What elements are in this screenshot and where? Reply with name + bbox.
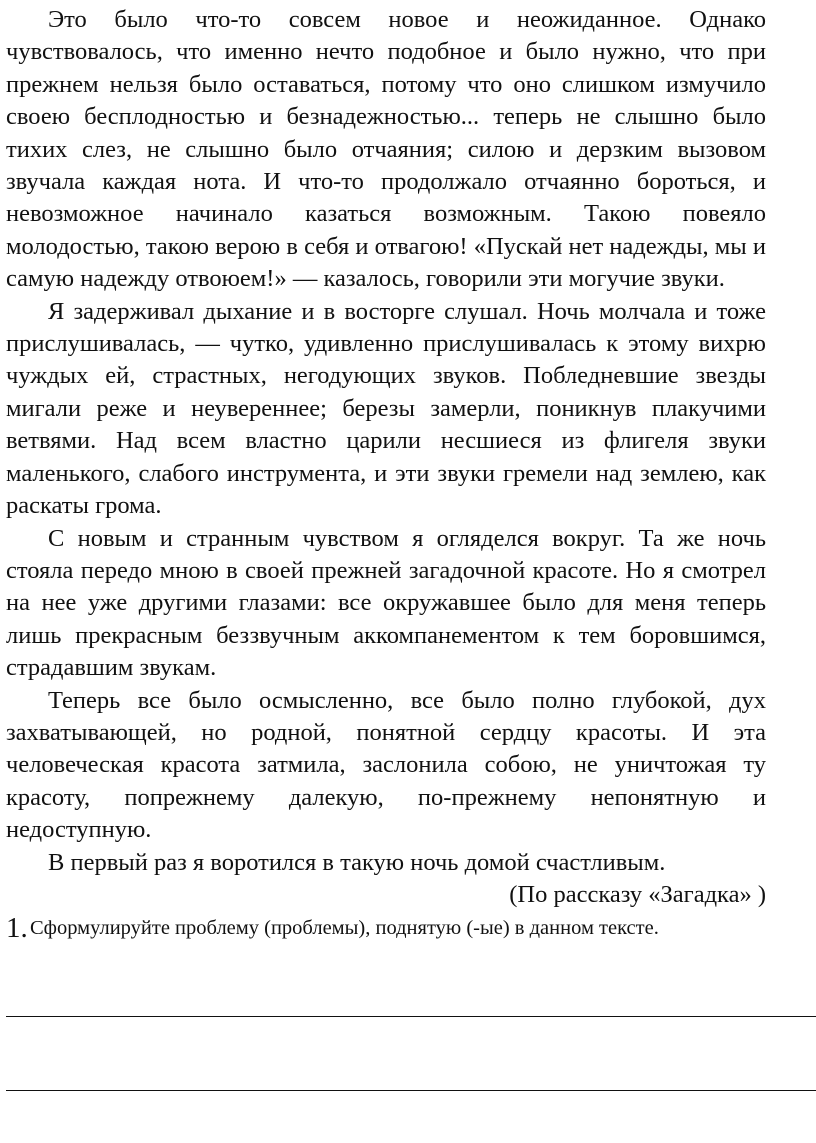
paragraph-4: Теперь все было осмысленно, все было полно глубокой, дух захватывающей, но родной, понятной сердцу красоты. И эта человеческая красота затмила, заслонила собою, не уничтожая ту красоту, попрежнему далекую, по-прежнему непонятную и недоступную. (6, 686, 766, 844)
answer-line-1[interactable] (6, 1016, 816, 1017)
question-item (6, 911, 766, 945)
paragraph-1: Это было что-то совсем новое и неожиданное. Однако чувствовалось, что именно нечто подобное и было нужно, что при прежнем нельзя было оставаться, потому что оно слишком измучило своею бесплодностью и безнадежностью... теперь не слышно было тихих слез, не слышно было отчаяния; силою и дерзким вызовом звучала каждая нота. И что-то продолжало отчаянно бороться, и невозможное начинало казаться возможным. Такою повеяло молодостью, такою верою в себя и отвагою! «Пускай нет надежды, мы и самую надежду отвоюем!» — казалось, говорили эти могучие звуки. (6, 6, 766, 293)
document-page (6, 4, 766, 945)
answer-line-2[interactable] (6, 1090, 816, 1091)
paragraph-5: В первый раз я воротился в такую ночь домой счастливым. (48, 848, 666, 876)
paragraph-3: С новым и странным чувством я огляделся вокруг. Та же ночь стояла передо мною в своей прежней загадочной красоте. Но я смотрел на нее уже другими глазами: все окружавшее было для меня теперь лишь прекрасным беззвучным аккомпанементом к тем боровшимся, страдавшим звукам. (6, 524, 766, 682)
question-number: 1. (6, 912, 28, 945)
question-text: Сформулируйте проблему (проблемы), поднятую (-ые) в данном тексте. (30, 917, 659, 940)
source-attribution: (По рассказу «Загадка» ) (509, 880, 766, 908)
paragraph-2: Я задерживал дыхание и в восторге слушал. Ночь молчала и тоже прислушивалась, — чутко, удивленно прислушивалась к этому вихрю чуждых ей, страстных, негодующих звуков. Побледневшие звезды мигали реже и неувереннее; березы замерли, поникнув плакучими ветвями. Над всем властно царили несшиеся из флигеля звуки маленького, слабого инструмента, и эти звуки гремели над землею, как раскаты грома. (6, 297, 766, 520)
